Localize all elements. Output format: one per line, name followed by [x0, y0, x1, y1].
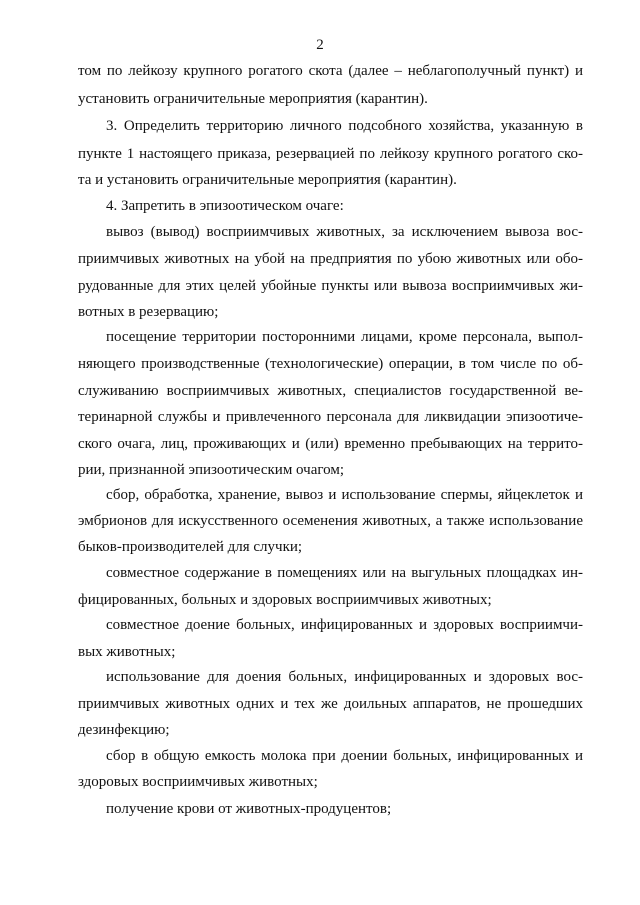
text-line: быков-производителей для случки; [78, 539, 303, 555]
text-line: сбор, обработка, хранение, вывоз и использование спермы, яйцеклеток и [106, 487, 583, 503]
page-number: 2 [316, 37, 324, 53]
text-line: совместное доение больных, инфицированных и здоровых восприимчи- [106, 617, 583, 633]
text-line: ского очага, лиц, проживающих и (или) временно пребывающих на террито- [78, 436, 583, 452]
text-line: рудованные для этих целей убойные пункты или вывоза восприимчивых жи- [78, 278, 583, 294]
text-line: дезинфекцию; [78, 722, 170, 738]
text-line: вотных в резервацию; [78, 304, 219, 320]
text-line: теринарной службы и привлеченного персонала для ликвидации эпизоотиче- [78, 409, 583, 425]
text-line: здоровых восприимчивых животных; [78, 774, 318, 790]
text-line: фицированных, больных и здоровых восприимчивых животных; [78, 592, 492, 608]
text-line: получение крови от животных-продуцентов; [106, 801, 392, 817]
text-line: приимчивых животных на убой на предприятия по убою животных или обо- [78, 251, 583, 267]
text-line: том по лейкозу крупного рогатого скота (далее – неблагополучный пункт) и [78, 63, 583, 79]
text-line: использование для доения больных, инфицированных и здоровых вос- [106, 669, 583, 685]
text-line: служиванию восприимчивых животных, специалистов государственной ве- [78, 383, 583, 399]
text-line: совместное содержание в помещениях или на выгульных площадках ин- [106, 565, 583, 581]
text-line: 3. Определить территорию личного подсобного хозяйства, указанную в [106, 118, 583, 134]
text-line: сбор в общую емкость молока при доении больных, инфицированных и [106, 748, 583, 764]
text-line: пункте 1 настоящего приказа, резервацией по лейкозу крупного рогатого ско- [78, 146, 583, 162]
text-line: рии, признанной эпизоотическим очагом; [78, 462, 345, 478]
text-line: установить ограничительные мероприятия (карантин). [78, 91, 428, 107]
text-line: приимчивых животных одних и тех же доильных аппаратов, не прошедших [78, 696, 583, 712]
text-line: посещение территории посторонними лицами, кроме персонала, выпол- [106, 329, 583, 345]
text-line: вывоз (вывод) восприимчивых животных, за исключением вывоза вос- [106, 224, 583, 240]
text-line: няющего производственные (технологические) операции, в том числе по об- [78, 356, 583, 372]
text-line: вых животных; [78, 644, 176, 660]
text-line: эмбрионов для искусственного осеменения животных, а также использование [78, 513, 583, 529]
text-line: 4. Запретить в эпизоотическом очаге: [106, 198, 344, 214]
text-line: та и установить ограничительные мероприятия (карантин). [78, 172, 457, 188]
